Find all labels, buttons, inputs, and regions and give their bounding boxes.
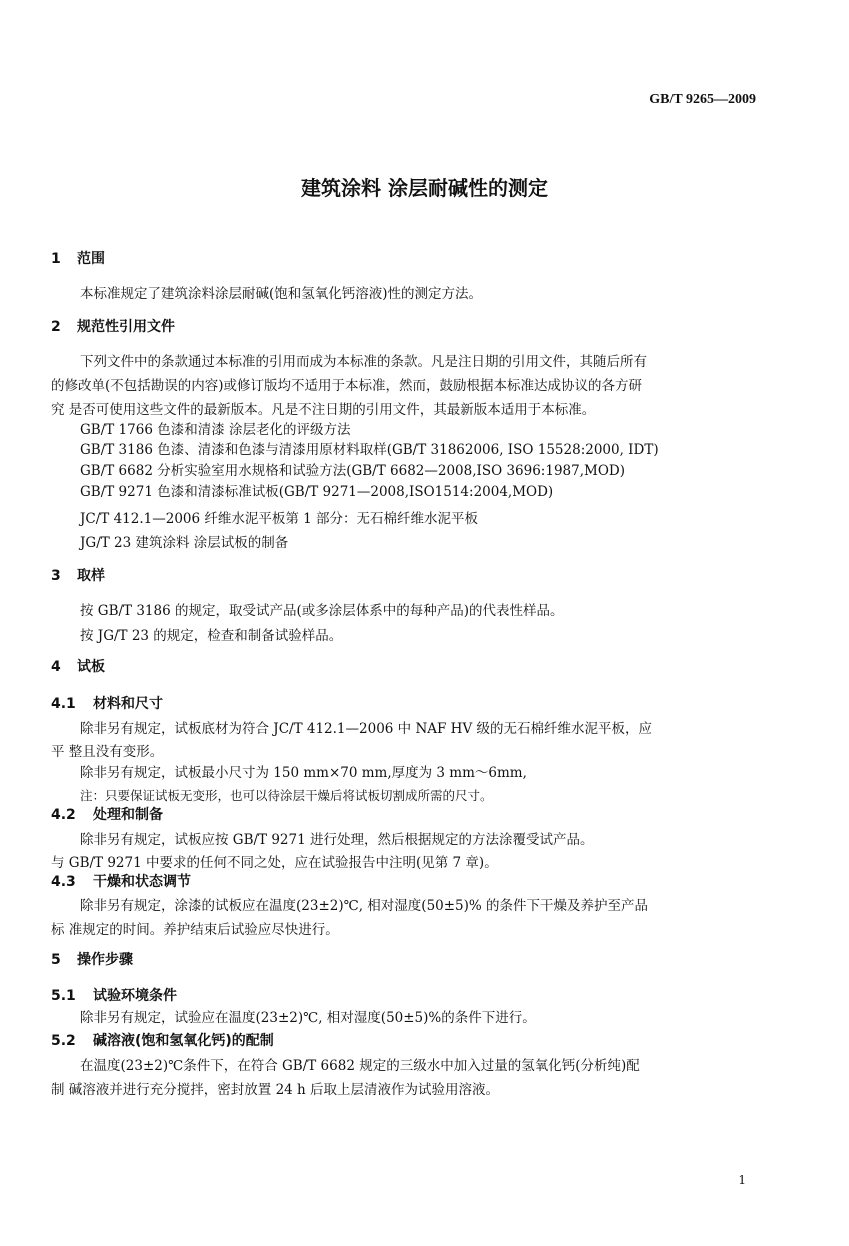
subsection-5-2-heading [51, 1030, 274, 1050]
reference-item: GB/T 3186 色漆、清漆和色漆与清漆用原材料取样(GB/T 31862006, ISO 15528:2000, IDT) [80, 442, 659, 458]
section-4-heading [51, 656, 105, 676]
paragraph-line: 制 碱溶液并进行充分搅拌，密封放置 24 h 后取上层清液作为试验用溶液。 [51, 1082, 500, 1098]
section-2-heading [51, 316, 175, 336]
paragraph-line: 平 整且没有变形。 [51, 744, 164, 760]
section-1-paragraph: 本标准规定了建筑涂料涂层耐碱(饱和氢氧化钙溶液)性的测定方法。 [80, 286, 483, 302]
section-title: 范围 [77, 251, 105, 267]
section-title: 取样 [77, 568, 105, 584]
reference-item: GB/T 6682 分析实验室用水规格和试验方法(GB/T 6682—2008,ISO 3696:1987,MOD) [80, 463, 625, 479]
subsection-4-1-heading [51, 693, 163, 713]
section-number: 5 [51, 952, 61, 968]
paragraph-line: 标 准规定的时间。养护结束后试验应尽快进行。 [51, 922, 339, 938]
subsection-title: 碱溶液(饱和氢氧化钙)的配制 [93, 1033, 274, 1049]
subsection-number: 4.2 [51, 807, 76, 823]
paragraph-line: 下列文件中的条款通过本标准的引用而成为本标准的条款。凡是注日期的引用文件，其随后所有 [80, 354, 647, 370]
paragraph-line: 除非另有规定，试板底材为符合 JC/T 412.1—2006 中 NAF HV 级的无石棉纤维水泥平板，应 [80, 721, 652, 737]
subsection-4-2-heading [51, 804, 163, 824]
subsection-title: 处理和制备 [93, 807, 163, 823]
section-title: 试板 [77, 659, 105, 675]
reference-item: GB/T 9271 色漆和清漆标准试板(GB/T 9271—2008,ISO1514:2004,MOD) [80, 484, 554, 500]
paragraph-line: 究 是否可使用这些文件的最新版本。凡是不注日期的引用文件，其最新版本适用于本标准。 [51, 402, 596, 418]
note: 注：只要保证试板无变形，也可以待涂层干燥后将试板切割成所需的尺寸。 [80, 788, 493, 803]
section-title: 操作步骤 [77, 952, 133, 968]
reference-item: JG/T 23 建筑涂料 涂层试板的制备 [80, 535, 289, 551]
section-number: 3 [51, 568, 61, 584]
section-3-heading [51, 565, 105, 585]
section-title: 规范性引用文件 [77, 319, 175, 335]
subsection-title: 干燥和状态调节 [93, 874, 191, 890]
subsection-number: 4.1 [51, 696, 76, 712]
subsection-title: 试验环境条件 [93, 988, 177, 1004]
subsection-number: 4.3 [51, 874, 76, 890]
section-1-heading [51, 248, 105, 268]
page-number: 1 [738, 1173, 746, 1187]
paragraph-line: 除非另有规定，试验应在温度(23±2)℃, 相对湿度(50±5)%的条件下进行。 [80, 1010, 536, 1026]
section-number: 4 [51, 659, 61, 675]
reference-item: JC/T 412.1—2006 纤维水泥平板第 1 部分：无石棉纤维水泥平板 [80, 511, 479, 527]
subsection-number: 5.2 [51, 1033, 76, 1049]
paragraph-line: 除非另有规定，涂漆的试板应在温度(23±2)℃, 相对湿度(50±5)% 的条件下干燥及养护至产品 [80, 898, 649, 914]
paragraph-line: 除非另有规定，试板最小尺寸为 150 mm×70 mm,厚度为 3 mm～6mm, [80, 765, 527, 781]
section-number: 1 [51, 251, 61, 267]
paragraph-line: 在温度(23±2)℃条件下，在符合 GB/T 6682 规定的三级水中加入过量的氢氧化钙(分析纯)配 [80, 1058, 640, 1074]
paragraph-line: 按 GB/T 3186 的规定，取受试产品(或多涂层体系中的每种产品)的代表性样品。 [80, 603, 564, 619]
paragraph-line: 按 JG/T 23 的规定，检查和制备试验样品。 [80, 628, 343, 644]
reference-item: GB/T 1766 色漆和清漆 涂层老化的评级方法 [80, 422, 351, 438]
paragraph-line: 除非另有规定，试板应按 GB/T 9271 进行处理，然后根据规定的方法涂覆受试产品。 [80, 832, 594, 848]
section-5-heading [51, 949, 133, 969]
subsection-title: 材料和尺寸 [93, 696, 163, 712]
document-title: 建筑涂料 涂层耐碱性的测定 [301, 176, 548, 200]
subsection-number: 5.1 [51, 988, 76, 1004]
subsection-5-1-heading [51, 985, 177, 1005]
section-number: 2 [51, 319, 61, 335]
standard-number: GB/T 9265—2009 [649, 92, 756, 107]
paragraph-line: 与 GB/T 9271 中要求的任何不同之处，应在试验报告中注明(见第 7 章)。 [51, 855, 498, 871]
subsection-4-3-heading [51, 871, 191, 891]
paragraph-line: 的修改单(不包括勘误的内容)或修订版均不适用于本标准，然而，鼓励根据本标准达成协议的各方研 [51, 378, 643, 394]
